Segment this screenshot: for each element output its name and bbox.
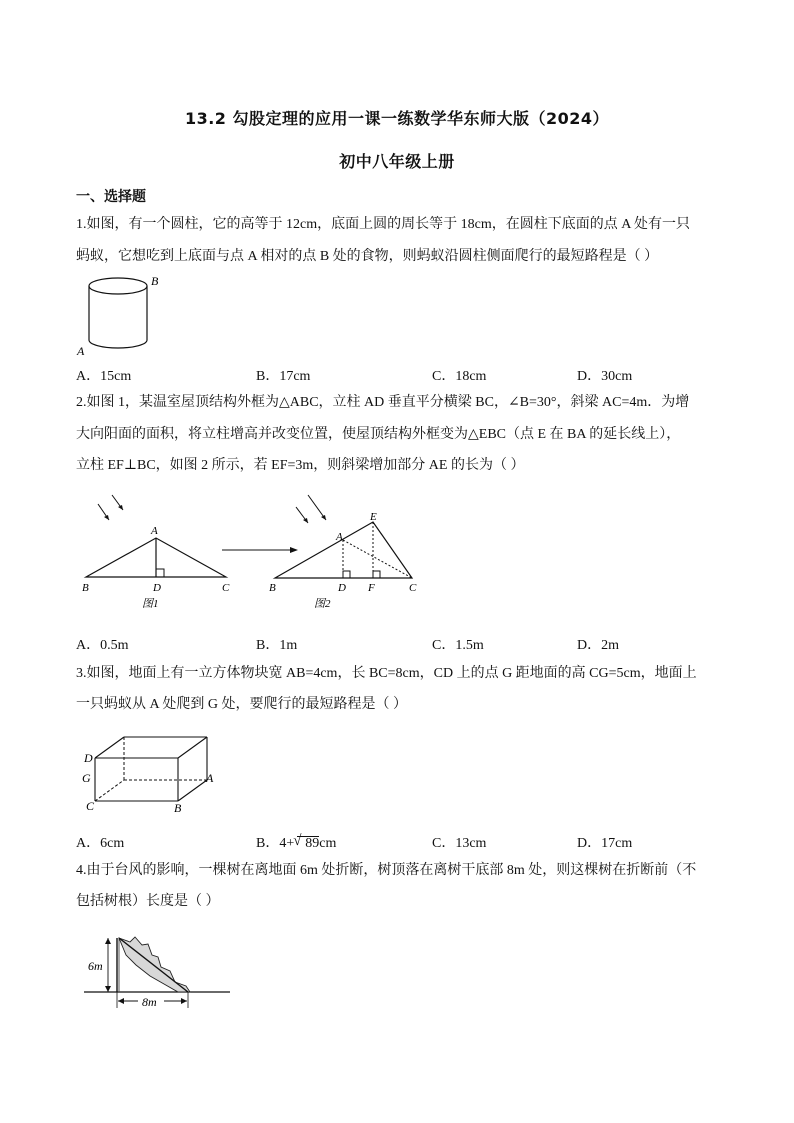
label-d: D xyxy=(153,582,161,594)
question-2-line-2: 大向阳面的面积，将立柱增高并改变位置，使屋顶结构外框变为△EBC（点 E 在 BA 的延长线上）， xyxy=(76,427,681,442)
question-3-line-2: 一只蚂蚁从 A 处爬到 G 处，要爬行的最短路程是（ ） xyxy=(76,697,407,712)
right-angle-mark xyxy=(156,569,164,577)
q3-option-d[interactable]: D．17cm xyxy=(577,836,633,851)
transform-arrow-head xyxy=(290,547,298,553)
sun-ray-4-arrow xyxy=(321,515,326,520)
question-2-line-1: 2.如图 1，某温室屋顶结构外框为△ABC，立柱 AD 垂直平分横梁 BC，∠B=30°，斜梁 AC=4m．为增 xyxy=(76,395,690,410)
q2-option-a[interactable]: A．0.5m xyxy=(76,638,129,653)
label-e: E xyxy=(370,511,377,523)
question-3-line-1: 3.如图，地面上有一立方体物块宽 AB=4cm，长 BC=8cm，CD 上的点 G 距地面的高 CG=5cm，地面上 xyxy=(76,666,697,681)
tree-figure xyxy=(84,928,234,1012)
label-c-2: C xyxy=(409,582,417,594)
sqrt-89: √ 89 xyxy=(297,836,319,851)
q3-option-c[interactable]: C．13cm xyxy=(432,836,487,851)
q3-option-a[interactable]: A．6cm xyxy=(76,836,125,851)
top-left-depth xyxy=(95,737,124,758)
q2-option-c[interactable]: C．1.5m xyxy=(432,638,484,653)
cylinder-top-ellipse xyxy=(89,278,147,294)
question-1-line-2: 蚂蚁，它想吃到上底面与点 A 相对的点 B 处的食物，则蚂蚁沿圆柱侧面爬行的最短路程是（ ） xyxy=(76,249,659,264)
label-b-2: B xyxy=(269,582,276,594)
label-d: D xyxy=(84,751,93,765)
label-a-2: A xyxy=(336,531,343,543)
q3-option-b[interactable] xyxy=(256,832,336,852)
q3-option-b-prefix: B．4+ xyxy=(256,836,295,851)
label-c: C xyxy=(86,799,95,813)
roof-figures xyxy=(76,490,446,618)
fallen-tree-crown xyxy=(119,937,190,992)
label-g: G xyxy=(82,771,91,785)
sun-ray-1-arrow xyxy=(104,515,109,520)
cylinder-bottom-arc xyxy=(89,340,147,348)
beam-ac xyxy=(343,540,412,578)
sun-ray-3-arrow xyxy=(303,518,308,523)
q2-option-b[interactable]: B．1m xyxy=(256,638,298,653)
label-6m: 6m xyxy=(88,959,103,973)
q1-option-b[interactable]: B．17cm xyxy=(256,369,311,384)
right-angle-mark-d xyxy=(343,571,350,578)
cuboid-figure xyxy=(76,728,226,818)
label-d-2: D xyxy=(338,582,346,594)
label-8m: 8m xyxy=(142,995,157,1009)
caption-figure-2: 图2 xyxy=(314,598,331,610)
label-a: A xyxy=(206,771,214,785)
q2-option-d[interactable]: D．2m xyxy=(577,638,619,653)
fallen-trunk xyxy=(119,938,188,992)
section-heading: 一、选择题 xyxy=(76,189,146,205)
q1-option-c[interactable]: C．18cm xyxy=(432,369,487,384)
right-angle-mark-f xyxy=(373,571,380,578)
q1-option-a[interactable]: A．15cm xyxy=(76,369,132,384)
figure-1 xyxy=(82,495,230,610)
label-a: A xyxy=(77,344,85,358)
question-1-line-1: 1.如图，有一个圆柱，它的高等于 12cm，底面上圆的周长等于 18cm，在圆柱下底面的点 A 处有一只 xyxy=(76,217,691,232)
sun-ray-2-arrow xyxy=(118,505,123,510)
page-subtitle: 初中八年级上册 xyxy=(339,152,455,171)
q3-option-b-unit: cm xyxy=(319,836,337,851)
label-b: B xyxy=(151,274,159,288)
caption-figure-1: 图1 xyxy=(142,598,159,610)
label-b: B xyxy=(174,801,182,815)
question-4-line-1: 4.由于台风的影响，一棵树在离地面 6m 处折断，树顶落在离树干底部 8m 处，则这棵树在折断前（不 xyxy=(76,863,697,878)
page-title: 13.2 勾股定理的应用一课一练数学华东师大版（2024） xyxy=(184,109,610,128)
height-arrow-top xyxy=(105,938,111,944)
label-c: C xyxy=(222,582,230,594)
width-arrow-right xyxy=(181,998,187,1004)
question-4-line-2: 包括树根）长度是（ ） xyxy=(76,894,220,909)
label-b: B xyxy=(82,582,89,594)
cylinder-figure xyxy=(76,272,176,360)
question-2-line-3: 立柱 EF⊥BC，如图 2 所示，若 EF=3m，则斜梁增加部分 AE 的长为（ ） xyxy=(76,458,525,473)
top-right-depth xyxy=(178,737,207,758)
q1-option-d[interactable]: D．30cm xyxy=(577,369,633,384)
height-arrow-bottom xyxy=(105,986,111,992)
hidden-bottom-left xyxy=(95,780,124,801)
label-f: F xyxy=(368,582,375,594)
width-arrow-left xyxy=(118,998,124,1004)
bottom-right-depth xyxy=(178,780,207,801)
label-a: A xyxy=(151,525,158,537)
